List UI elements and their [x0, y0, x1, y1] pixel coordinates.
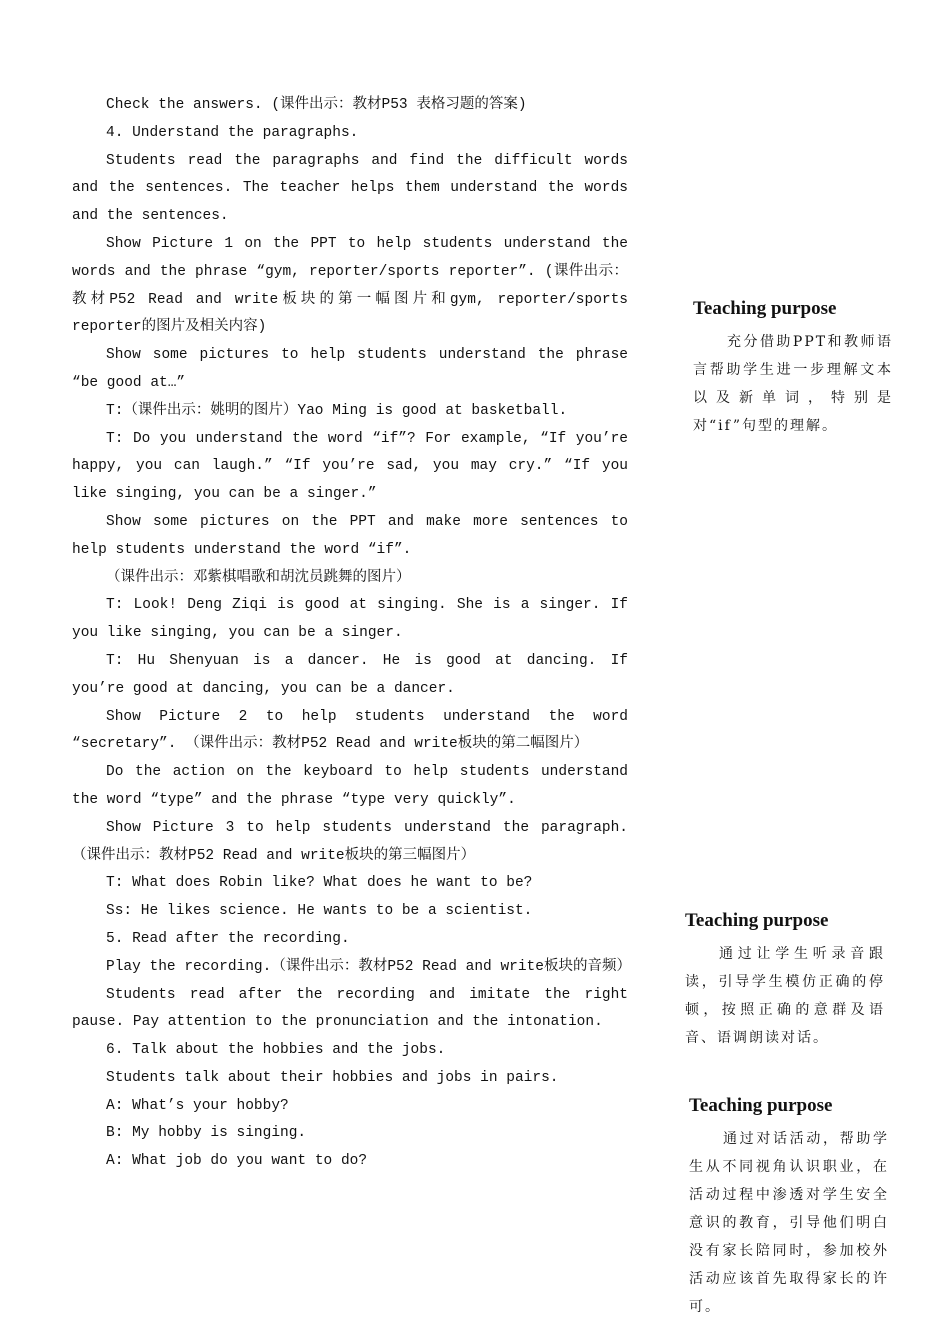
teaching-purpose-note-2 [685, 908, 885, 1058]
lesson-procedure-column [72, 92, 631, 1176]
paragraph-check-answers: Check the answers. (课件出示：教材P53 表格习题的答案) [106, 97, 527, 113]
paragraph-show-picture-2: Show Picture 2 to help students understand the word “secretary”. （课件出示：教材P52 Read and write板块的第二幅图片） [72, 708, 628, 753]
dialogue-line-yao-ming: T:（课件出示：姚明的图片）Yao Ming is good at basketball. [106, 402, 568, 419]
step-heading-understand-paragraphs: 4. Understand the paragraphs. [106, 124, 359, 141]
paragraph-more-sentences-if: Show some pictures on the PPT and make more sentences to help students understand the word “if”. [72, 513, 628, 558]
teaching-purpose-note-1 [693, 296, 893, 434]
dialogue-line-hu-shenyuan: T: Hu Shenyuan is a dancer. He is good at dancing. If you’re good at dancing, you can be a dancer. [72, 652, 628, 697]
teaching-purpose-text: 通过让学生听录音跟读，引导学生模仿正确的停顿，按照正确的意群及语音、语调朗读对话。 [685, 946, 885, 1046]
step-heading-talk-hobbies-jobs: 6. Talk about the hobbies and the jobs. [106, 1042, 446, 1059]
courseware-note-pictures: （课件出示：邓紫棋唱歌和胡沈员跳舞的图片） [106, 569, 411, 586]
paragraph-show-picture-3: Show Picture 3 to help students understand the paragraph. （课件出示：教材P52 Read and write板块的第三幅图片） [72, 819, 628, 864]
teaching-purpose-heading: Teaching purpose [689, 1095, 833, 1116]
dialogue-line-a-hobby: A: What’s your hobby? [106, 1097, 289, 1114]
step-heading-read-after-recording: 5. Read after the recording. [106, 930, 350, 947]
teaching-purpose-heading: Teaching purpose [685, 910, 829, 931]
paragraph-find-difficult-words: Students read the paragraphs and find the difficult words and the sentences. The teacher helps them understand the words and the sentences. [72, 152, 628, 225]
teaching-purpose-heading: Teaching purpose [693, 298, 837, 319]
dialogue-line-a-job: A: What job do you want to do? [106, 1153, 368, 1170]
dialogue-line-b-hobby: B: My hobby is singing. [106, 1125, 307, 1142]
paragraph-show-picture-1: Show Picture 1 on the PPT to help students understand the words and the phrase “gym, reporter/sports reporter”. (课件出示：教材P52 Read and write板块的第一幅图片和gym, reporter/sports reporter的图片及相关内容) [72, 235, 628, 336]
dialogue-line-word-if: T: Do you understand the word “if”? For example, “If you’re happy, you can laugh.” “If you’re sad, you may cry.” “If you like singing, you can be a singer.” [72, 430, 628, 503]
dialogue-line-robin-answer: Ss: He likes science. He wants to be a scientist. [106, 903, 533, 920]
teaching-purpose-text: 充分借助PPT和教师语言帮助学生进一步理解文本以及新单词，特别是对“if”句型的理解。 [693, 334, 893, 434]
dialogue-line-deng-ziqi: T: Look! Deng Ziqi is good at singing. She is a singer. If you like singing, you can be a singer. [72, 597, 628, 642]
paragraph-play-recording: Play the recording.（课件出示：教材P52 Read and write板块的音频） [106, 958, 631, 975]
dialogue-line-robin-question: T: What does Robin like? What does he want to be? [106, 875, 533, 892]
teaching-purpose-text: 通过对话活动，帮助学生从不同视角认识职业，在活动过程中渗透对学生安全意识的教育，引导他们明白没有家长陪同时，参加校外活动应该首先取得家长的许可。 [689, 1131, 889, 1315]
teaching-purpose-note-3 [689, 1093, 889, 1315]
paragraph-imitate-pause: Students read after the recording and imitate the right pause. Pay attention to the pronunciation and the intonation. [72, 986, 628, 1031]
paragraph-keyboard-action: Do the action on the keyboard to help students understand the word “type” and the phrase “type very quickly”. [72, 764, 628, 808]
paragraph-be-good-at: Show some pictures to help students understand the phrase “be good at…” [72, 347, 628, 391]
paragraph-talk-in-pairs: Students talk about their hobbies and jobs in pairs. [106, 1069, 559, 1086]
